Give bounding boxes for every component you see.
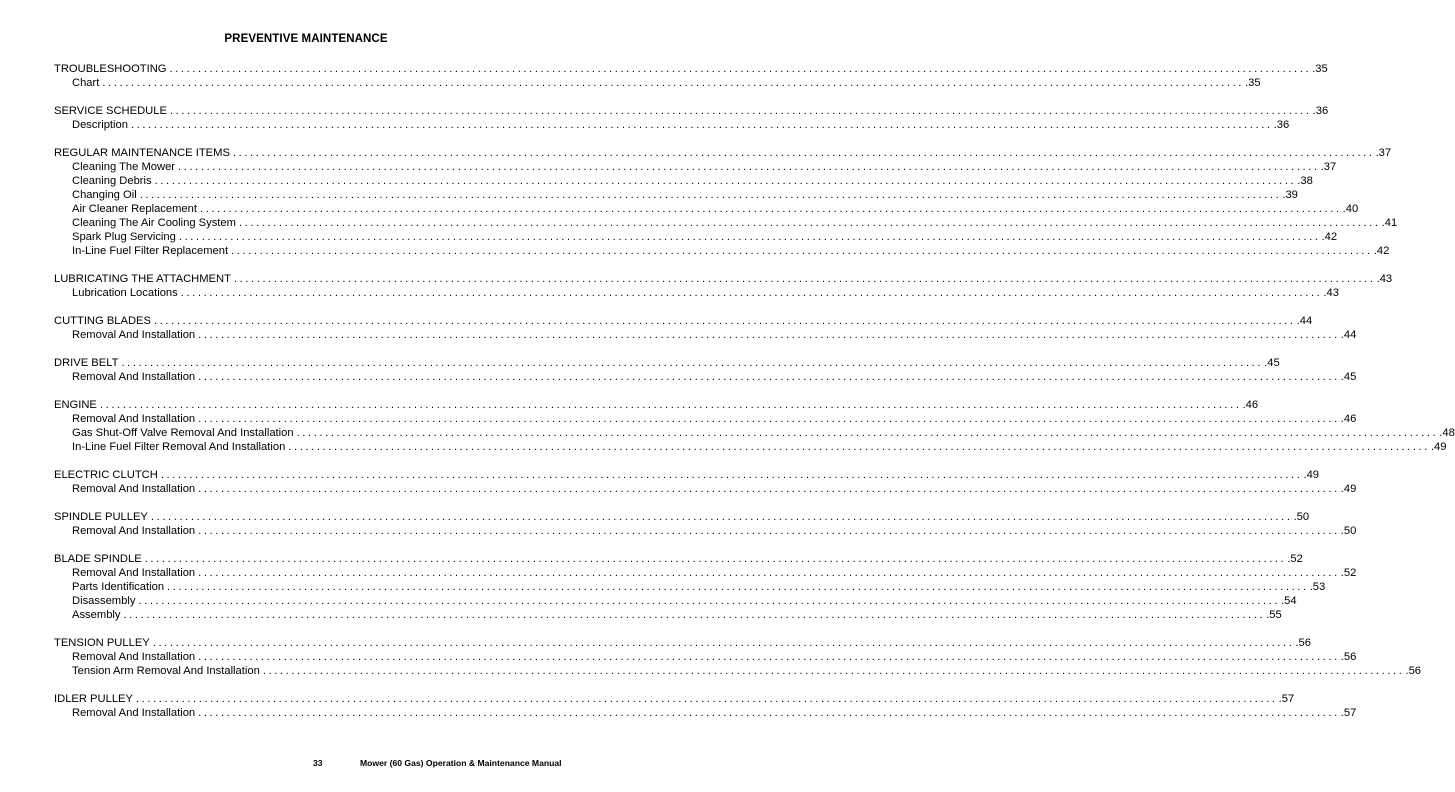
toc-entry-page: .56	[1405, 665, 1422, 677]
toc-entry[interactable]	[54, 76, 1261, 90]
toc-entry-label: Removal And Installation	[72, 567, 196, 579]
toc-entry-label: In-Line Fuel Filter Removal And Installation	[72, 441, 286, 453]
toc-entry-label: Description	[72, 119, 128, 131]
dot-leader: ........................................................................................................................................................................................................	[169, 63, 1312, 75]
dot-leader: ........................................................................................................................................................................................................	[198, 483, 1340, 495]
dot-leader: ........................................................................................................................................................................................................	[99, 399, 1242, 411]
dot-leader: ........................................................................................................................................................................................................	[198, 413, 1340, 425]
toc-entry-page: .40	[1342, 203, 1359, 215]
toc-section-heading-page: .43	[1376, 273, 1393, 285]
toc-entry-page: .42	[1321, 231, 1338, 243]
toc-section-heading-label: LUBRICATING THE ATTACHMENT	[54, 273, 231, 285]
toc-entry-label: Removal And Installation	[72, 413, 196, 425]
toc-section-heading[interactable]	[54, 552, 1303, 566]
toc-entry-label: Chart	[72, 77, 100, 89]
toc-entry-page: .43	[1323, 287, 1339, 299]
dot-leader: ........................................................................................................................................................................................................	[178, 161, 1320, 173]
dot-leader: ........................................................................................................................................................................................................	[102, 77, 1245, 89]
toc-section-heading-page: .44	[1296, 315, 1313, 327]
dot-leader: ........................................................................................................................................................................................................	[167, 581, 1309, 593]
dot-leader: ........................................................................................................................................................................................................	[238, 217, 1381, 229]
dot-leader: ........................................................................................................................................................................................................	[153, 315, 1296, 327]
dot-leader: ........................................................................................................................................................................................................	[178, 231, 1321, 243]
toc-entry-page: .50	[1340, 525, 1357, 537]
dot-leader: ........................................................................................................................................................................................................	[169, 105, 1312, 117]
toc-entry-label: Removal And Installation	[72, 483, 196, 495]
toc-section	[54, 62, 1328, 90]
toc-entry[interactable]	[54, 160, 1337, 174]
toc-entry-label: Removal And Installation	[72, 651, 196, 663]
dot-leader: ........................................................................................................................................................................................................	[144, 553, 1287, 565]
dot-leader: ........................................................................................................................................................................................................	[152, 637, 1295, 649]
toc-entry-page: .36	[1273, 119, 1290, 131]
toc-entry-label: Removal And Installation	[72, 525, 196, 537]
toc-section-heading[interactable]	[54, 356, 1280, 370]
toc-entry[interactable]	[54, 328, 1357, 342]
toc-section-heading-label: SPINDLE PULLEY	[54, 511, 148, 523]
dot-leader: ........................................................................................................................................................................................................	[160, 469, 1303, 481]
toc-section-heading-page: .50	[1293, 511, 1310, 523]
toc-section-heading[interactable]	[54, 636, 1311, 650]
toc-section-heading-page: .45	[1264, 357, 1280, 369]
toc-section-heading-page: .57	[1278, 693, 1295, 705]
dot-leader: ........................................................................................................................................................................................................	[198, 707, 1340, 719]
dot-leader: ........................................................................................................................................................................................................	[150, 511, 1293, 523]
toc-entry[interactable]	[54, 440, 1447, 454]
toc-section-heading-label: BLADE SPINDLE	[54, 553, 142, 565]
toc-entry[interactable]	[54, 594, 1297, 608]
toc-entry-label: Tension Arm Removal And Installation	[72, 665, 260, 677]
toc-section-heading-page: .35	[1312, 63, 1328, 75]
toc-section-heading-label: ELECTRIC CLUTCH	[54, 469, 158, 481]
toc-section-heading-label: REGULAR MAINTENANCE ITEMS	[54, 147, 230, 159]
toc-entry-label: Lubrication Locations	[72, 287, 178, 299]
dot-leader: ........................................................................................................................................................................................................	[139, 189, 1282, 201]
dot-leader: ........................................................................................................................................................................................................	[138, 595, 1281, 607]
toc-section	[54, 146, 1398, 258]
dot-leader: ........................................................................................................................................................................................................	[262, 665, 1405, 677]
toc-entry-page: .53	[1309, 581, 1326, 593]
toc-entry[interactable]	[54, 482, 1357, 496]
toc-section-heading-page: .36	[1312, 105, 1329, 117]
toc-entry[interactable]	[54, 706, 1357, 720]
toc-section-heading[interactable]	[54, 104, 1329, 118]
toc-entry[interactable]	[54, 286, 1339, 300]
toc-section-heading-label: TENSION PULLEY	[54, 637, 150, 649]
toc-entry-page: .52	[1340, 567, 1357, 579]
dot-leader: ........................................................................................................................................................................................................	[288, 441, 1430, 453]
toc-entry-label: Removal And Installation	[72, 371, 196, 383]
footer-page-number: 33	[313, 758, 323, 768]
toc-entry[interactable]	[54, 202, 1359, 216]
toc-entry[interactable]	[54, 426, 1455, 440]
dot-leader: ........................................................................................................................................................................................................	[154, 175, 1297, 187]
toc-section-heading-page: .46	[1242, 399, 1259, 411]
toc-section-heading[interactable]	[54, 468, 1320, 482]
toc-entry-label: Changing Oil	[72, 189, 137, 201]
toc-entry-label: In-Line Fuel Filter Replacement	[72, 245, 229, 257]
toc-entry[interactable]	[54, 412, 1357, 426]
dot-leader: ........................................................................................................................................................................................................	[198, 525, 1340, 537]
footer-manual-title: Mower (60 Gas) Operation & Maintenance Manual	[360, 758, 562, 768]
toc-entry-page: .56	[1340, 651, 1357, 663]
dot-leader: ........................................................................................................................................................................................................	[121, 357, 1264, 369]
toc-section	[54, 468, 1357, 496]
dot-leader: ........................................................................................................................................................................................................	[233, 273, 1376, 285]
toc-section-heading[interactable]	[54, 510, 1310, 524]
toc-entry-label: Removal And Installation	[72, 329, 196, 341]
toc-entry-label: Gas Shut-Off Valve Removal And Installation	[72, 427, 294, 439]
toc-entry[interactable]	[54, 244, 1390, 258]
toc-entry-label: Assembly	[72, 609, 121, 621]
toc-section-heading[interactable]	[54, 272, 1393, 286]
dot-leader: ........................................................................................................................................................................................................	[296, 427, 1439, 439]
toc-entry-label: Removal And Installation	[72, 707, 196, 719]
toc-section-heading[interactable]	[54, 692, 1295, 706]
toc-entry-page: .48	[1439, 427, 1455, 439]
toc-section-heading-label: DRIVE BELT	[54, 357, 119, 369]
toc-section-heading-page: .37	[1375, 147, 1392, 159]
toc-section-heading[interactable]	[54, 314, 1313, 328]
toc-section	[54, 356, 1357, 384]
dot-leader: ........................................................................................................................................................................................................	[180, 287, 1323, 299]
toc-section-heading-page: .49	[1303, 469, 1320, 481]
toc-entry[interactable]	[54, 650, 1357, 664]
toc-section-heading-label: IDLER PULLEY	[54, 693, 133, 705]
toc-entry-page: .49	[1430, 441, 1447, 453]
toc-entry-label: Parts Identification	[72, 581, 165, 593]
toc-entry-label: Cleaning Debris	[72, 175, 152, 187]
toc-entry-label: Air Cleaner Replacement	[72, 203, 197, 215]
toc-entry-page: .35	[1245, 77, 1261, 89]
toc-section	[54, 398, 1455, 454]
toc-entry-page: .57	[1340, 707, 1357, 719]
toc-entry-label: Cleaning The Mower	[72, 161, 176, 173]
toc-entry-page: .44	[1340, 329, 1357, 341]
dot-leader: ........................................................................................................................................................................................................	[123, 609, 1266, 621]
toc-section	[54, 272, 1393, 300]
toc-section-heading-page: .52	[1287, 553, 1303, 565]
toc-entry-page: .46	[1340, 413, 1357, 425]
toc-section-heading-label: ENGINE	[54, 399, 97, 411]
page-title: PREVENTIVE MAINTENANCE	[224, 33, 388, 45]
dot-leader: ........................................................................................................................................................................................................	[130, 119, 1273, 131]
toc-entry-page: .54	[1281, 595, 1297, 607]
dot-leader: ........................................................................................................................................................................................................	[198, 567, 1340, 579]
toc-entry[interactable]	[54, 566, 1357, 580]
toc-section	[54, 314, 1357, 342]
dot-leader: ........................................................................................................................................................................................................	[231, 245, 1373, 257]
dot-leader: ........................................................................................................................................................................................................	[198, 371, 1340, 383]
toc-entry-page: .45	[1340, 371, 1357, 383]
toc-entry-page: .49	[1340, 483, 1357, 495]
toc-entry[interactable]	[54, 230, 1338, 244]
dot-leader: ........................................................................................................................................................................................................	[135, 693, 1278, 705]
toc-section	[54, 692, 1357, 720]
dot-leader: ........................................................................................................................................................................................................	[198, 329, 1340, 341]
toc-entry-page: .39	[1282, 189, 1298, 201]
toc-entry-label: Cleaning The Air Cooling System	[72, 217, 236, 229]
toc-entry[interactable]	[54, 524, 1357, 538]
toc-entry[interactable]	[54, 664, 1422, 678]
dot-leader: ........................................................................................................................................................................................................	[200, 203, 1342, 215]
toc-entry[interactable]	[54, 118, 1290, 132]
toc-section	[54, 104, 1329, 132]
toc-section-heading[interactable]	[54, 62, 1328, 76]
dot-leader: ........................................................................................................................................................................................................	[232, 147, 1375, 159]
toc-entry-label: Disassembly	[72, 595, 136, 607]
toc-section-heading[interactable]	[54, 398, 1259, 412]
toc-section	[54, 552, 1357, 622]
toc-entry-page: .38	[1297, 175, 1313, 187]
toc-entry[interactable]	[54, 188, 1298, 202]
toc-entry-label: Spark Plug Servicing	[72, 231, 176, 243]
toc-entry-page: .42	[1373, 245, 1390, 257]
toc-section	[54, 636, 1422, 678]
toc-entry-page: .55	[1266, 609, 1282, 621]
toc-entry[interactable]	[54, 608, 1282, 622]
toc-section-heading[interactable]	[54, 146, 1392, 160]
dot-leader: ........................................................................................................................................................................................................	[198, 651, 1340, 663]
table-of-contents	[54, 62, 1455, 734]
toc-entry[interactable]	[54, 174, 1313, 188]
toc-section-heading-label: SERVICE SCHEDULE	[54, 105, 167, 117]
toc-section-heading-page: .56	[1295, 637, 1311, 649]
toc-section-heading-label: TROUBLESHOOTING	[54, 63, 167, 75]
toc-section	[54, 510, 1357, 538]
toc-entry[interactable]	[54, 370, 1357, 384]
toc-entry[interactable]	[54, 216, 1398, 230]
toc-entry[interactable]	[54, 580, 1326, 594]
toc-section-heading-label: CUTTING BLADES	[54, 315, 151, 327]
toc-entry-page: .41	[1381, 217, 1398, 229]
toc-entry-page: .37	[1320, 161, 1337, 173]
